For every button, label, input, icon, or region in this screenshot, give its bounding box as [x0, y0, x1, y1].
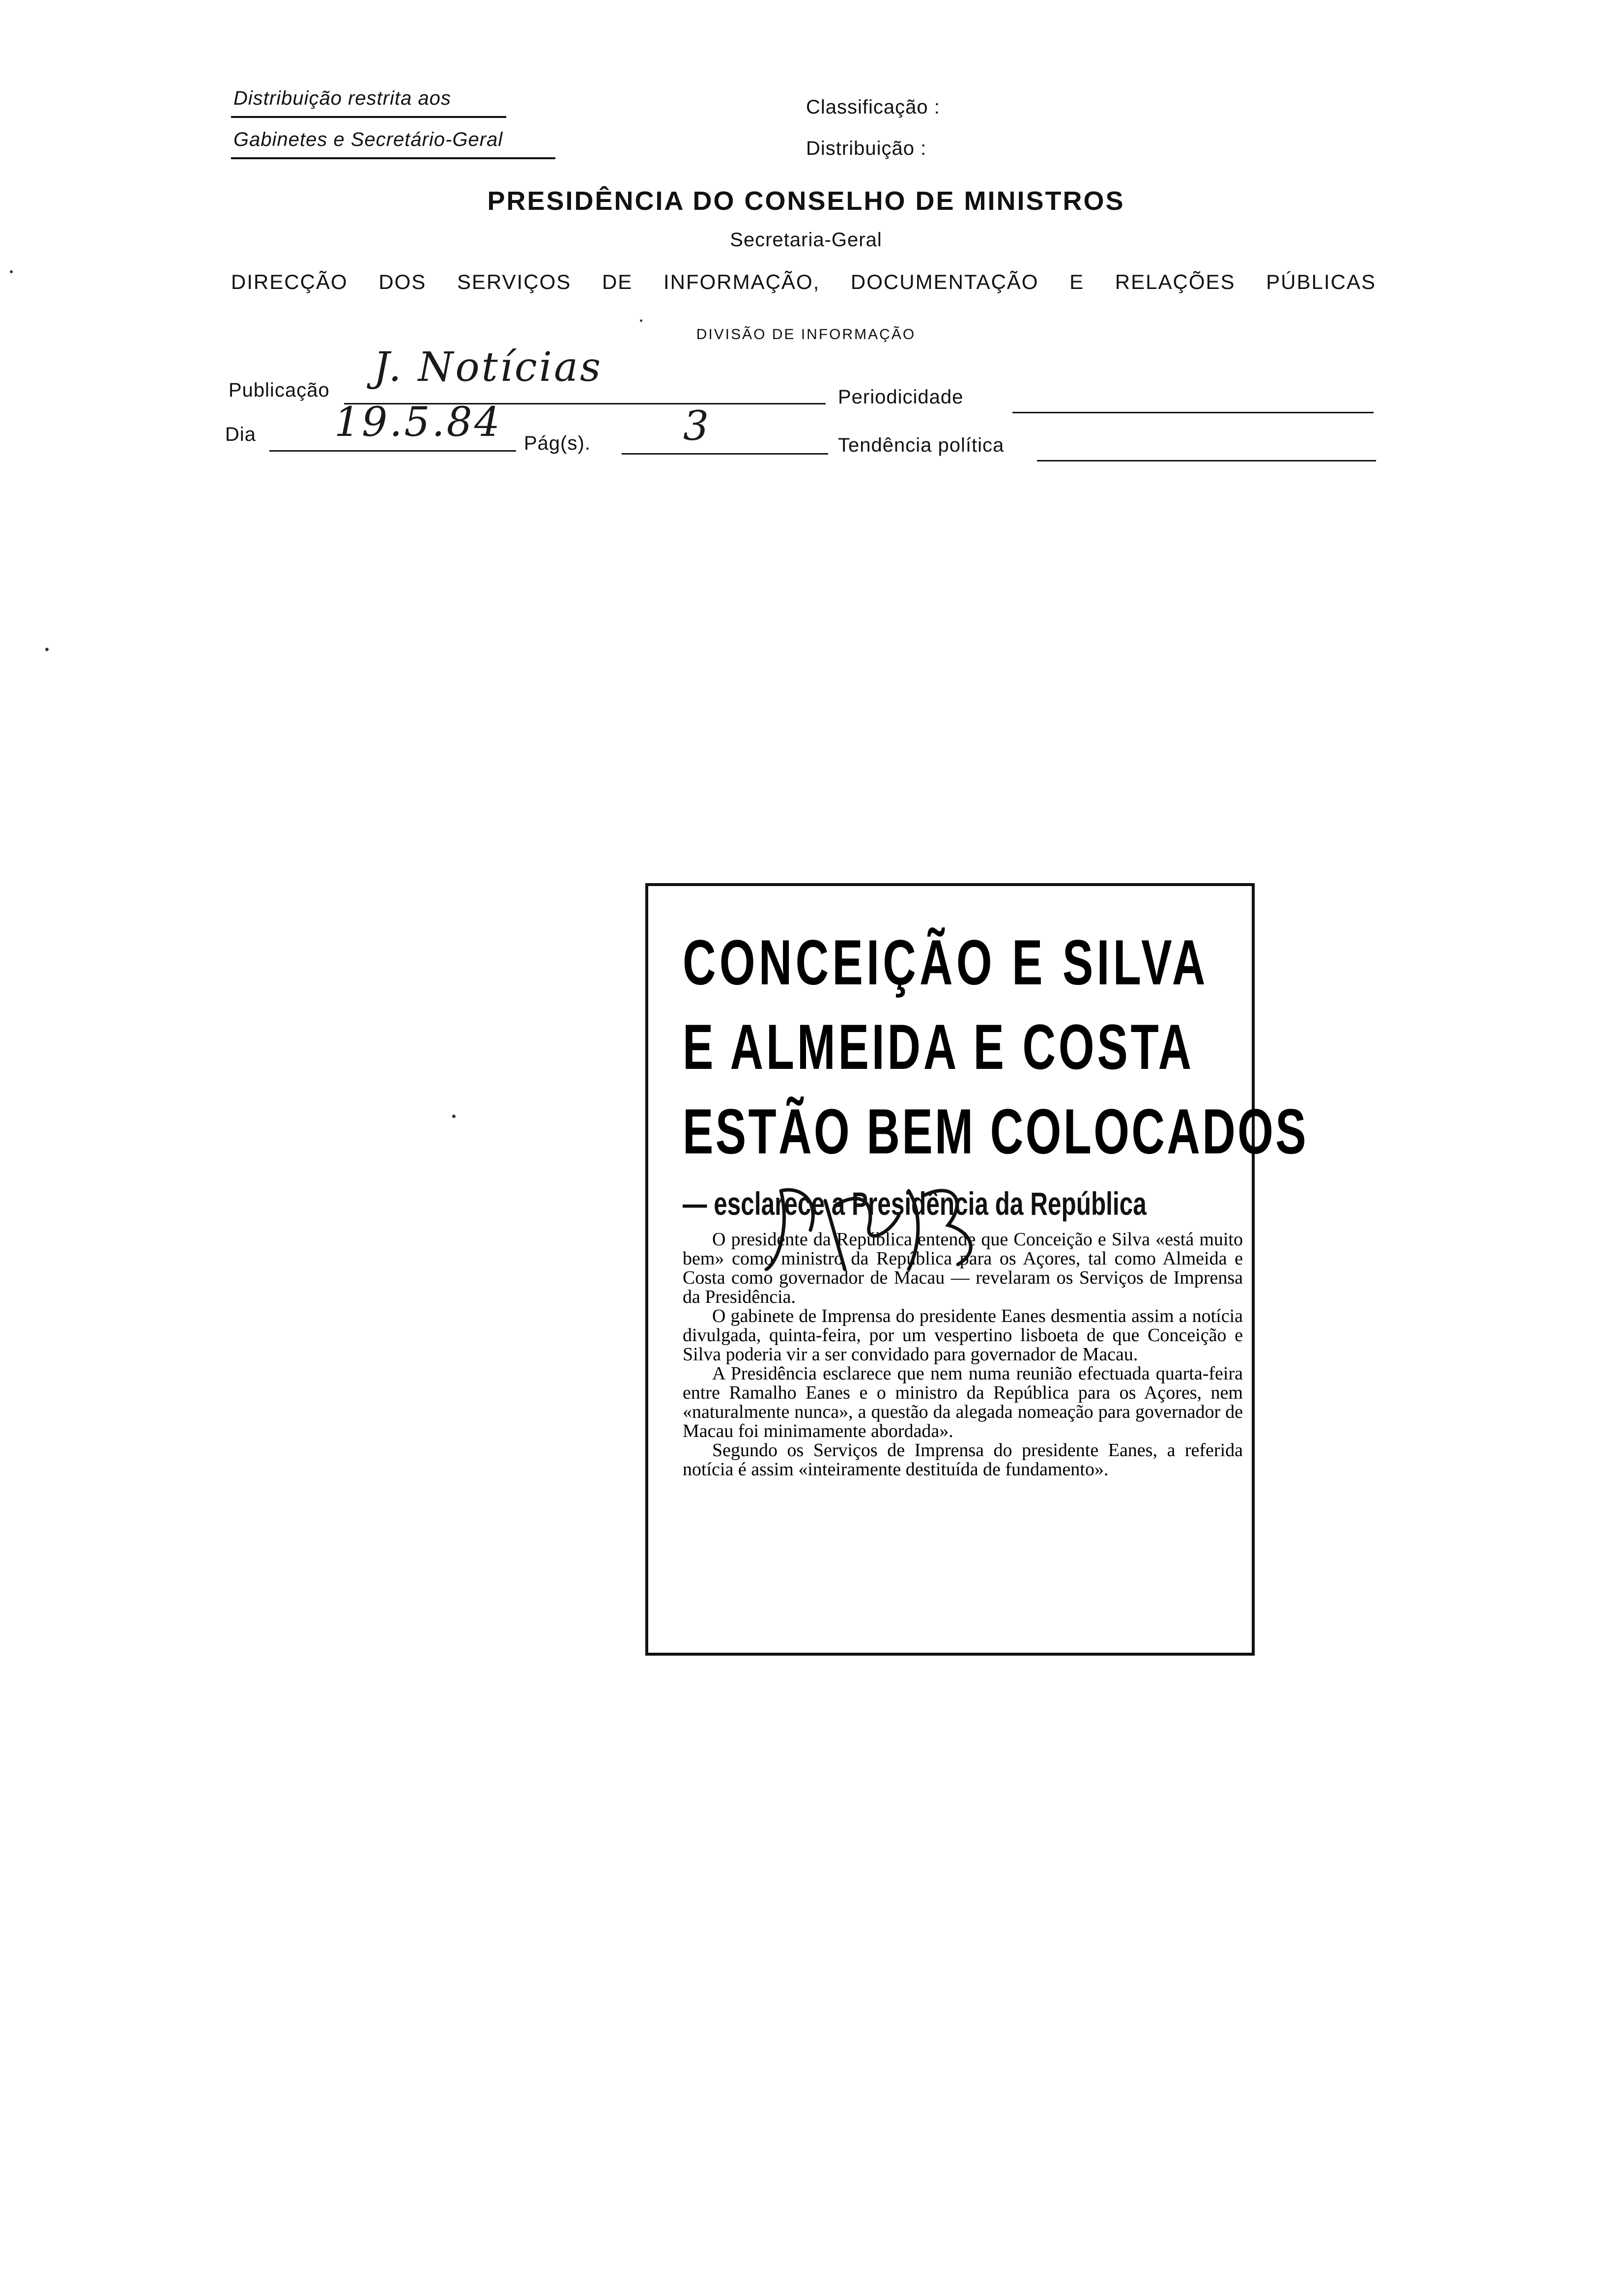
- scan-speck: [452, 1115, 456, 1118]
- dia-line: [269, 450, 516, 452]
- periodicidade-line: [1012, 412, 1374, 413]
- publicacao-handwritten-value: J. Notícias: [374, 344, 603, 391]
- clipping-paragraph: O gabinete de Imprensa do presidente Eanes desmentia assim a notícia divulgada, quinta-feira, por um vespertino lisboeta de que Conceição e Silva poderia vir a ser convidado para governador de Macau.: [683, 1306, 1243, 1365]
- direccao-word: RELAÇÕES: [1115, 270, 1236, 293]
- clipping-paragraph: A Presidência esclarece que nem numa reunião efectuada quarta-feira entre Ramalho Eanes e o ministro da República para os Açores, nem «naturalmente nunca», a questão da alegada nomeação para governador de Macau foi minimamente abordada».: [683, 1363, 1243, 1441]
- clipping-headline-line3: ESTÃO BEM COLOCADOS: [683, 1095, 1308, 1167]
- page-subtitle: Secretaria-Geral: [730, 229, 882, 251]
- direccao-word: INFORMAÇÃO,: [663, 270, 820, 293]
- underline-rule: [231, 116, 506, 118]
- clipping-headline-line2: E ALMEIDA E COSTA: [683, 1011, 1194, 1083]
- direccao-word: PÚBLICAS: [1266, 270, 1376, 293]
- direccao-word: DOCUMENTAÇÃO: [850, 270, 1039, 293]
- periodicidade-label: Periodicidade: [838, 386, 964, 408]
- page-title: PRESIDÊNCIA DO CONSELHO DE MINISTROS: [487, 186, 1125, 216]
- tendencia-label: Tendência política: [838, 434, 1005, 456]
- direccao-word: DE: [602, 270, 633, 293]
- pags-label: Pág(s).: [524, 432, 591, 454]
- restricted-distribution-line2: Gabinetes e Secretário-Geral: [233, 129, 503, 150]
- dia-handwritten-value: 19.5.84: [334, 399, 502, 446]
- underline-rule: [231, 157, 555, 159]
- clipping-headline-line1: CONCEIÇÃO E SILVA: [683, 926, 1209, 998]
- pags-handwritten-value: 3: [683, 403, 711, 450]
- scan-speck: [45, 648, 49, 651]
- distribuicao-label: Distribuição :: [806, 138, 927, 159]
- tendencia-line: [1037, 460, 1376, 461]
- clipping-paragraph: O presidente da República entende que Conceição e Silva «está muito bem» como ministro da República para os Açores, tal como Almeida e Costa como governador de Macau — revelaram os Serviços de Imprensa da Presidência.: [683, 1229, 1243, 1307]
- dia-label: Dia: [225, 424, 257, 445]
- scan-speck: [10, 270, 13, 273]
- handwritten-scribble-mark: [761, 1171, 1017, 1279]
- clipping-subheadline: — esclarece a Presidência da República: [683, 1185, 1147, 1222]
- restricted-distribution-line1: Distribuição restrita aos: [233, 87, 451, 109]
- direccao-line: [231, 270, 1376, 294]
- direccao-word: DOS: [378, 270, 427, 293]
- classificacao-label: Classificação :: [806, 96, 940, 118]
- direccao-word: E: [1069, 270, 1085, 293]
- direccao-word: DIRECÇÃO: [231, 270, 348, 293]
- scan-speck: [640, 319, 642, 322]
- newspaper-clipping: [645, 883, 1308, 1656]
- divisao-label: DIVISÃO DE INFORMAÇÃO: [696, 326, 916, 343]
- direccao-word: SERVIÇOS: [457, 270, 572, 293]
- pags-line: [622, 453, 828, 455]
- clipping-paragraph: Segundo os Serviços de Imprensa do presidente Eanes, a referida notícia é assim «inteiramente destituída de fundamento».: [683, 1440, 1243, 1480]
- publicacao-label: Publicação: [229, 379, 330, 401]
